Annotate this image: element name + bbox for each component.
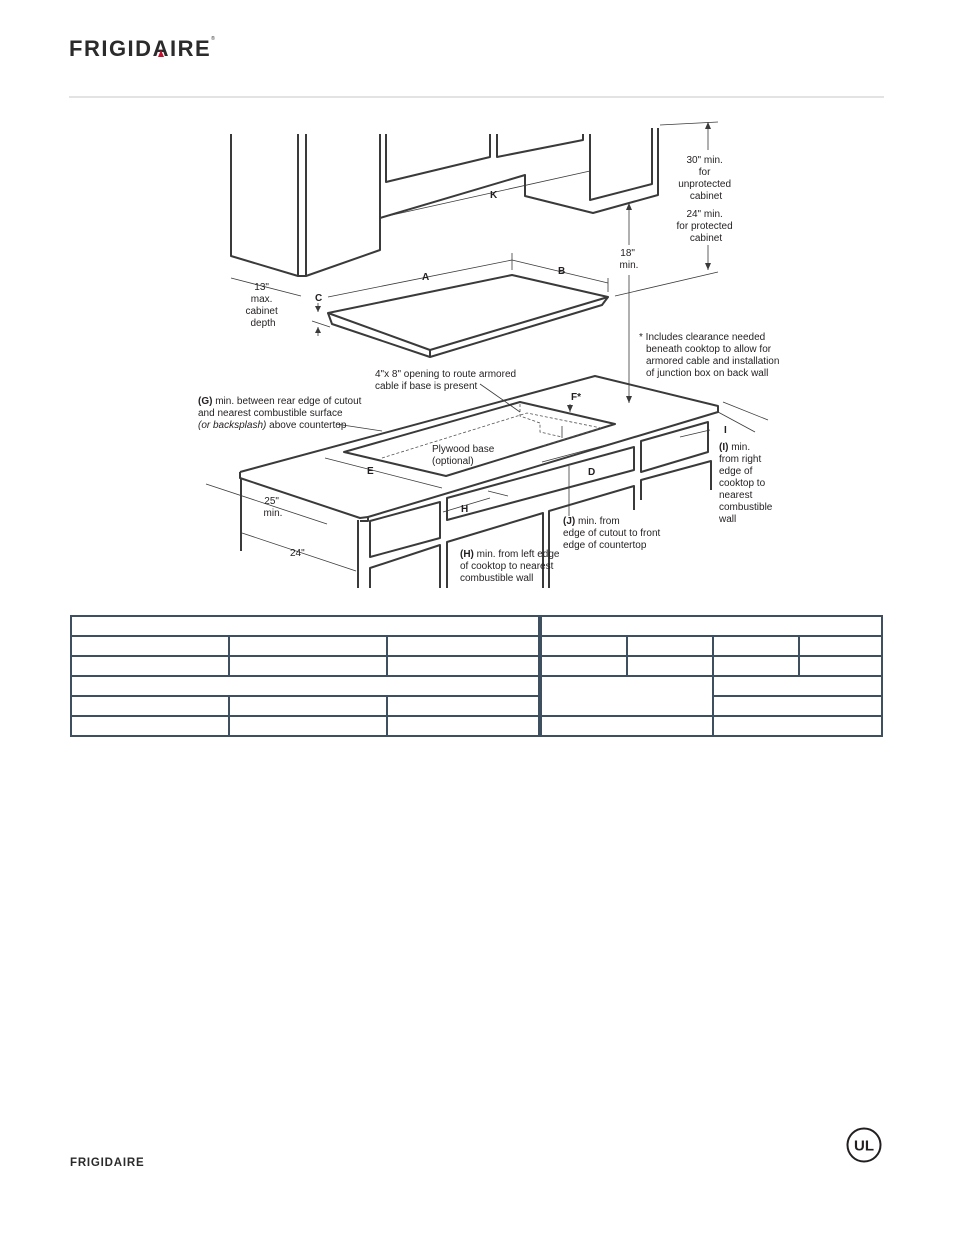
label-b: B: [558, 266, 566, 277]
brand-logo: FRIGID AIRE®: [69, 36, 217, 61]
label-k: K: [490, 190, 498, 201]
table-row: [71, 656, 539, 676]
installation-diagram: [190, 118, 790, 596]
dimension-table-left: [70, 615, 540, 737]
ul-certification-mark: [846, 1127, 882, 1163]
depth-25-note: 25" min.: [263, 496, 283, 519]
cabinet-depth-note: 13" max. cabinet depth: [245, 282, 278, 329]
cabinet-protected-note: 24" min. for protected cabinet: [676, 209, 733, 244]
opening-note: 4"x 8" opening to route armored cable if base is present: [375, 369, 517, 392]
h-dimension-note: (H) min. from left edge of cooktop to nearest combustible wall: [460, 549, 560, 584]
label-d: D: [588, 467, 596, 478]
logo-delta: A: [152, 36, 170, 61]
label-h: H: [461, 504, 469, 515]
depth-24-note: 24": [290, 548, 305, 559]
table-row: [71, 676, 539, 696]
table-row: [541, 636, 882, 656]
g-dimension-note: (G) min. between rear edge of cutout and nearest combustible surface (or backsplash) above countertop: [198, 396, 362, 431]
table-row: [71, 636, 539, 656]
header-divider: [69, 96, 884, 98]
i-dimension-note: (I) min. from right edge of cooktop to nearest combustible wall: [719, 442, 773, 525]
svg-text:UL: UL: [854, 1137, 874, 1155]
hood-clearance-note: 18" min.: [619, 248, 639, 271]
table-row: [71, 696, 539, 716]
label-f: F*: [571, 392, 581, 403]
table-row: [541, 616, 882, 636]
cabinet-unprotected-note: 30" min. for unprotected cabinet: [678, 155, 732, 202]
j-dimension-note: (J) min. from edge of cutout to front edge of countertop: [563, 516, 661, 551]
table-row: [541, 656, 882, 676]
label-i: I: [724, 425, 727, 436]
table-row: [71, 716, 539, 736]
table-row: [71, 616, 539, 636]
label-c: C: [315, 293, 323, 304]
dimension-table-right: [540, 615, 883, 737]
clearance-footnote: * Includes clearance needed beneath cooktop to allow for armored cable and installation of junction box on back wall: [639, 332, 780, 379]
plywood-note: Plywood base (optional): [432, 444, 495, 467]
table-row: [541, 716, 882, 736]
label-a: A: [422, 272, 430, 283]
table-row: [541, 676, 882, 696]
footer-brand: FRIGIDAIRE: [70, 1157, 145, 1169]
label-e: E: [367, 466, 374, 477]
